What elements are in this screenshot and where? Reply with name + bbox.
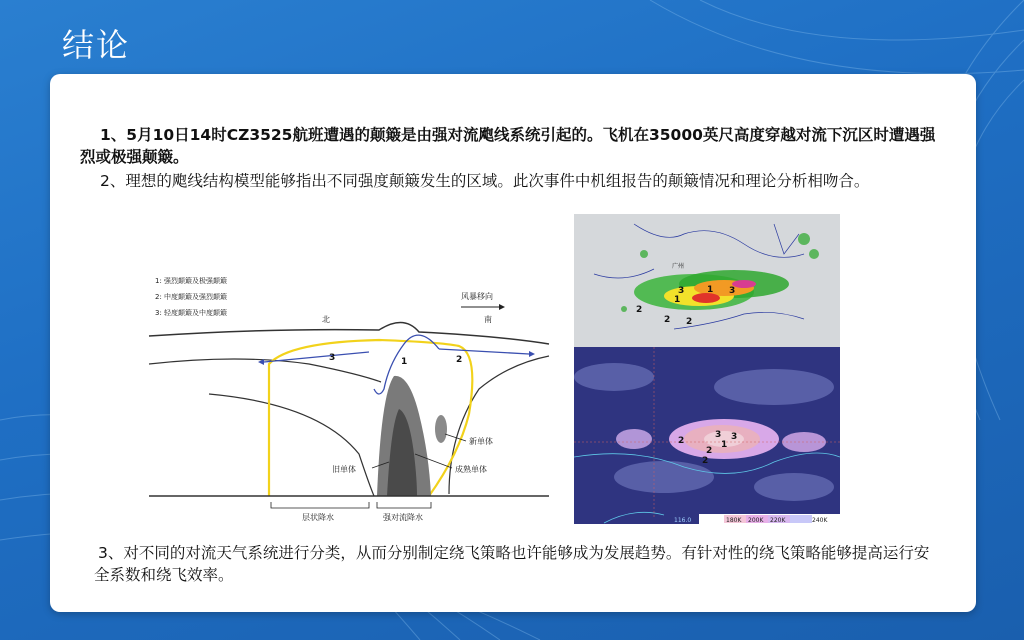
radar-number-5: 3 (729, 286, 736, 296)
new-cell (435, 415, 447, 443)
south-label: 南 (484, 315, 492, 324)
legend-item-3: 3: 轻度颠簸及中度颠簸 (155, 309, 228, 317)
zone-number-1: 1 (401, 357, 408, 367)
satellite-number-2: 3 (715, 430, 722, 440)
legend-item-2: 2: 中度颠簸及强烈颠簸 (155, 293, 228, 301)
radar-number-3: 3 (678, 286, 685, 296)
scale-180k: 180K (726, 517, 742, 524)
satellite-number-1: 2 (678, 436, 685, 446)
satellite-number-3: 1 (721, 440, 728, 450)
radar-number-7: 2 (686, 317, 693, 327)
scale-220k: 220K (770, 517, 786, 524)
conclusion-paragraph-3: 3、对不同的对流天气系统进行分类，从而分别制定绕飞策略也许能够成为发展趋势。有针对性的绕飞策略能够提高运行安全系数和绕飞效率。 (94, 544, 930, 584)
left-cloud-edge (209, 394, 374, 496)
slide-title: 结论 (62, 26, 131, 64)
zone-number-2: 2 (456, 355, 463, 365)
squall-line-diagram (119, 214, 574, 524)
new-cell-label: 新单体 (469, 437, 493, 446)
legend-item-1: 1: 强烈颠簸及极强颠簸 (155, 277, 228, 285)
satellite-number-4: 3 (731, 432, 738, 442)
front-outflow-arrow (439, 349, 529, 354)
satellite-number-5: 2 (706, 446, 713, 456)
mature-cell-label: 成熟单体 (455, 465, 487, 474)
storm-motion-label: 风暴移向 (461, 292, 493, 301)
radar-city-label: 广州 (672, 263, 685, 270)
old-cell-label: 旧单体 (332, 465, 356, 474)
scale-200k: 200K (748, 517, 764, 524)
radar-image (574, 214, 840, 347)
conclusion-paragraph-2: 2、理想的飑线结构模型能够指出不同强度颠簸发生的区域。此次事件中机组报告的颠簸情况和理论分析相吻合。 (100, 172, 870, 190)
stratiform-bracket (271, 502, 369, 508)
stratiform-label: 层状降水 (302, 513, 334, 522)
satellite-image (574, 347, 840, 524)
radar-number-4: 1 (707, 285, 714, 295)
conclusion-paragraph-1: 1、5月10日14时CZ3525航班遭遇的颠簸是由强对流飑线系统引起的。飞机在35000英尺高度穿越对流下沉区时遭遇强烈或极强颠簸。 (80, 126, 936, 166)
scale-240k: 240K (812, 517, 828, 524)
front-outflow-arrowhead (529, 351, 535, 357)
north-label: 北 (322, 315, 330, 324)
radar-number-2: 1 (674, 295, 681, 305)
radar-number-1: 2 (636, 305, 643, 315)
zone-number-3: 3 (329, 353, 336, 363)
convective-bracket (377, 502, 431, 508)
storm-motion-arrowhead (499, 304, 505, 310)
content-card (50, 74, 976, 612)
radar-number-6: 2 (664, 315, 671, 325)
scale-longitude-label: 116.0 (674, 517, 692, 524)
convective-label: 强对流降水 (383, 513, 423, 522)
satellite-number-6: 2 (702, 456, 709, 466)
